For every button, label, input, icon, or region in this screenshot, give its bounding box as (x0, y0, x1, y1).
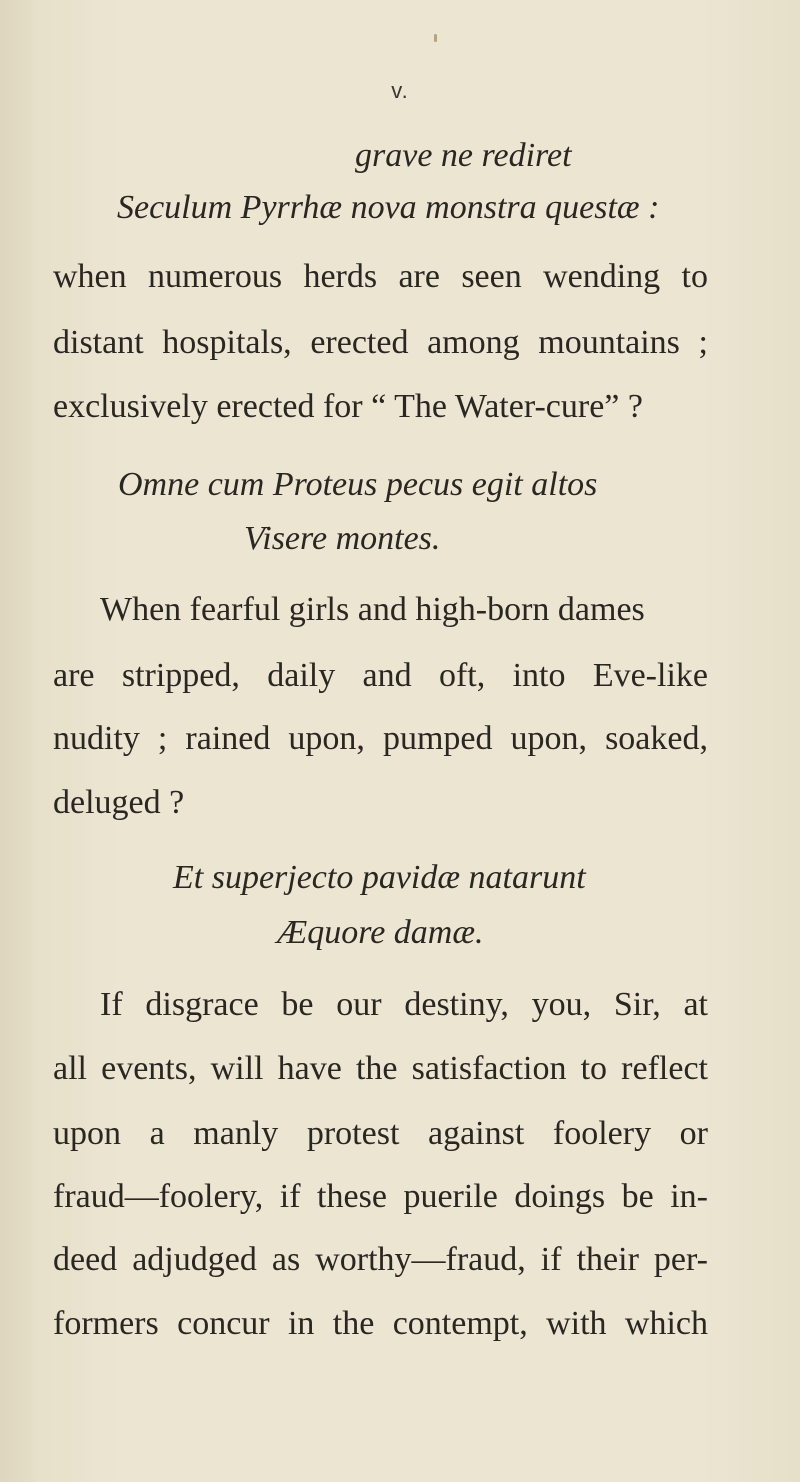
paper-speck (434, 34, 437, 42)
body-text-line: distant hospitals, erected among mountains ; (53, 324, 708, 361)
latin-verse-line: Visere montes. (244, 520, 441, 557)
body-text-line: are stripped, daily and oft, into Eve-like (53, 657, 708, 694)
latin-verse-line: grave ne rediret (355, 137, 572, 174)
latin-verse-line: Æquore damæ. (277, 914, 484, 951)
body-text-line: nudity ; rained upon, pumped upon, soaked, (53, 720, 708, 757)
latin-verse-line: Et superjecto pavidæ natarunt (173, 859, 586, 896)
body-text-line: all events, will have the satisfaction to reflect (53, 1050, 708, 1087)
latin-verse-line: Omne cum Proteus pecus egit altos (118, 466, 598, 503)
body-text-line: deluged ? (53, 784, 185, 821)
body-text-line: upon a manly protest against foolery or (53, 1115, 708, 1152)
latin-verse-line: Seculum Pyrrhæ nova monstra questæ : (117, 189, 660, 226)
body-text-line: when numerous herds are seen wending to (53, 258, 708, 295)
signature-mark: v. (391, 78, 409, 103)
body-text-line: formers concur in the contempt, with which (53, 1305, 708, 1342)
body-text-line: When fearful girls and high-born dames (100, 591, 645, 628)
body-text-line: fraud—foolery, if these puerile doings be in- (53, 1178, 708, 1215)
body-text-line: If disgrace be our destiny, you, Sir, at (100, 986, 708, 1023)
body-text-line: exclusively erected for “ The Water-cure” ? (53, 388, 643, 425)
body-text-line: deed adjudged as worthy—fraud, if their per- (53, 1241, 708, 1278)
